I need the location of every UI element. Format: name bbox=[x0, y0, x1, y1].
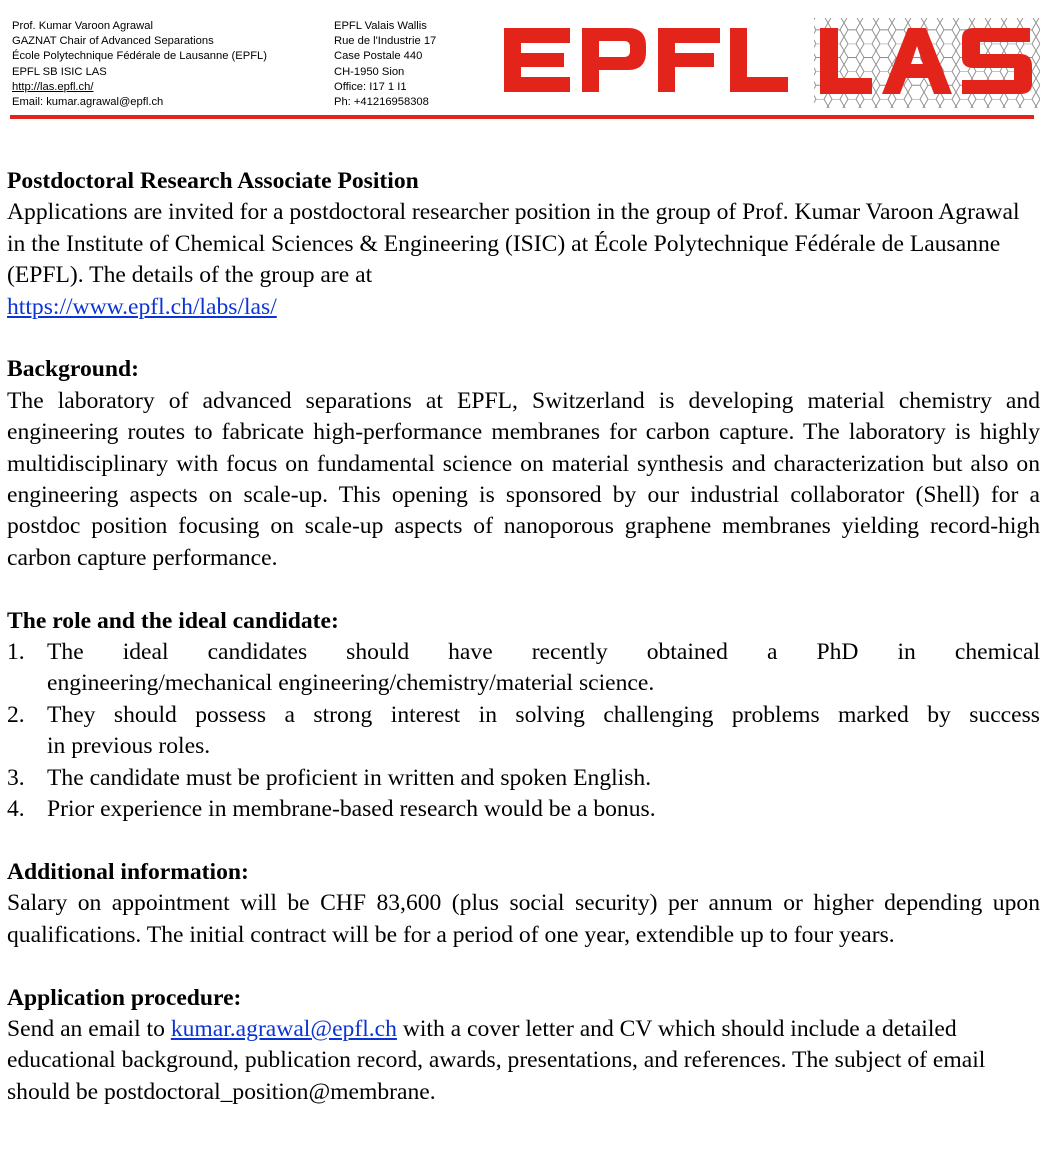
contact-block-left bbox=[12, 19, 267, 110]
contact-institution: École Polytechnique Fédérale de Lausanne (EPFL) bbox=[12, 50, 267, 63]
role-list bbox=[7, 637, 1040, 825]
list-item-number: 3. bbox=[7, 764, 25, 791]
list-item bbox=[7, 637, 1040, 700]
intro-text: Applications are invited for a postdoctoral researcher position in the group of Prof. Kumar Varoon Agrawal in the Institute of Chemical Sciences & Engineering (ISIC) at École Polytechnique Fédérale de Lausanne (EPFL). The details of the group are at bbox=[7, 199, 1020, 289]
application-heading: Application procedure: bbox=[7, 984, 242, 1011]
list-item-line: in previous roles. bbox=[47, 733, 211, 760]
background-heading: Background: bbox=[7, 356, 139, 383]
contact-chair: GAZNAT Chair of Advanced Separations bbox=[12, 35, 214, 48]
application-paragraph bbox=[7, 1014, 1040, 1108]
list-item-line: Prior experience in membrane-based research would be a bonus. bbox=[47, 796, 656, 823]
list-item bbox=[7, 700, 1040, 763]
office-line: Office: I17 1 I1 bbox=[334, 80, 407, 93]
list-item bbox=[7, 794, 1040, 825]
lab-website-link[interactable]: http://las.epfl.ch/ bbox=[12, 80, 94, 93]
contact-email: Email: kumar.agrawal@epfl.ch bbox=[12, 96, 164, 109]
list-item-number: 4. bbox=[7, 796, 25, 823]
contact-email-link[interactable]: kumar.agrawal@epfl.ch bbox=[170, 1015, 397, 1042]
additional-heading: Additional information: bbox=[7, 858, 249, 885]
contact-block-address bbox=[334, 19, 436, 110]
header-divider bbox=[10, 115, 1034, 119]
address-line-2: Rue de l'Industrie 17 bbox=[334, 35, 437, 48]
address-line-1: EPFL Valais Wallis bbox=[334, 20, 427, 32]
additional-paragraph: Salary on appointment will be CHF 83,600 (plus social security) per annum or higher depending upon qualifications. The initial contract will be for a period of one year, extendible up to four years. bbox=[7, 890, 1040, 948]
group-link[interactable]: https://www.epfl.ch/labs/las/ bbox=[7, 293, 277, 320]
contact-unit: EPFL SB ISIC LAS bbox=[12, 65, 107, 78]
application-text-before: Send an email to bbox=[7, 1015, 171, 1042]
address-line-3: Case Postale 440 bbox=[334, 50, 423, 63]
las-logo bbox=[812, 16, 1042, 110]
list-item-number: 1. bbox=[7, 639, 25, 666]
list-item-line: The candidate must be proficient in written and spoken English. bbox=[47, 764, 652, 791]
contact-name: Prof. Kumar Varoon Agrawal bbox=[12, 20, 153, 32]
list-item-line: The ideal candidates should have recently obtained a PhD in chemical bbox=[47, 639, 1040, 666]
list-item bbox=[7, 763, 1040, 794]
list-item-line: They should possess a strong interest in solving challenging problems marked by success bbox=[47, 701, 1040, 728]
intro-paragraph bbox=[7, 197, 1040, 323]
epfl-logo bbox=[500, 20, 792, 100]
role-heading: The role and the ideal candidate: bbox=[7, 607, 339, 634]
background-paragraph: The laboratory of advanced separations at EPFL, Switzerland is developing material chemistry and engineering routes to fabricate high-performance membranes for carbon capture. The laboratory is highly multidisciplinary with focus on fundamental science on material synthesis and characterization but also on engineering aspects on scale-up. This opening is sponsored by our industrial collaborator (Shell) for a postdoc position focusing on scale-up aspects of nanoporous graphene membranes yielding record-high carbon capture performance. bbox=[7, 387, 1040, 571]
application-text-after: with a cover letter and CV which should include a detailed educational background, publication record, awards, presentations, and references. The subject of email should be postdoctoral_position@membrane. bbox=[7, 1015, 986, 1105]
page-title: Postdoctoral Research Associate Position bbox=[7, 168, 419, 194]
phone-line: Ph: +41216958308 bbox=[334, 96, 429, 109]
letterhead bbox=[0, 0, 1054, 125]
document-body bbox=[7, 166, 1040, 1108]
list-item-number: 2. bbox=[7, 701, 25, 728]
list-item-line: engineering/mechanical engineering/chemistry/material science. bbox=[47, 670, 655, 697]
address-line-4: CH-1950 Sion bbox=[334, 65, 405, 78]
